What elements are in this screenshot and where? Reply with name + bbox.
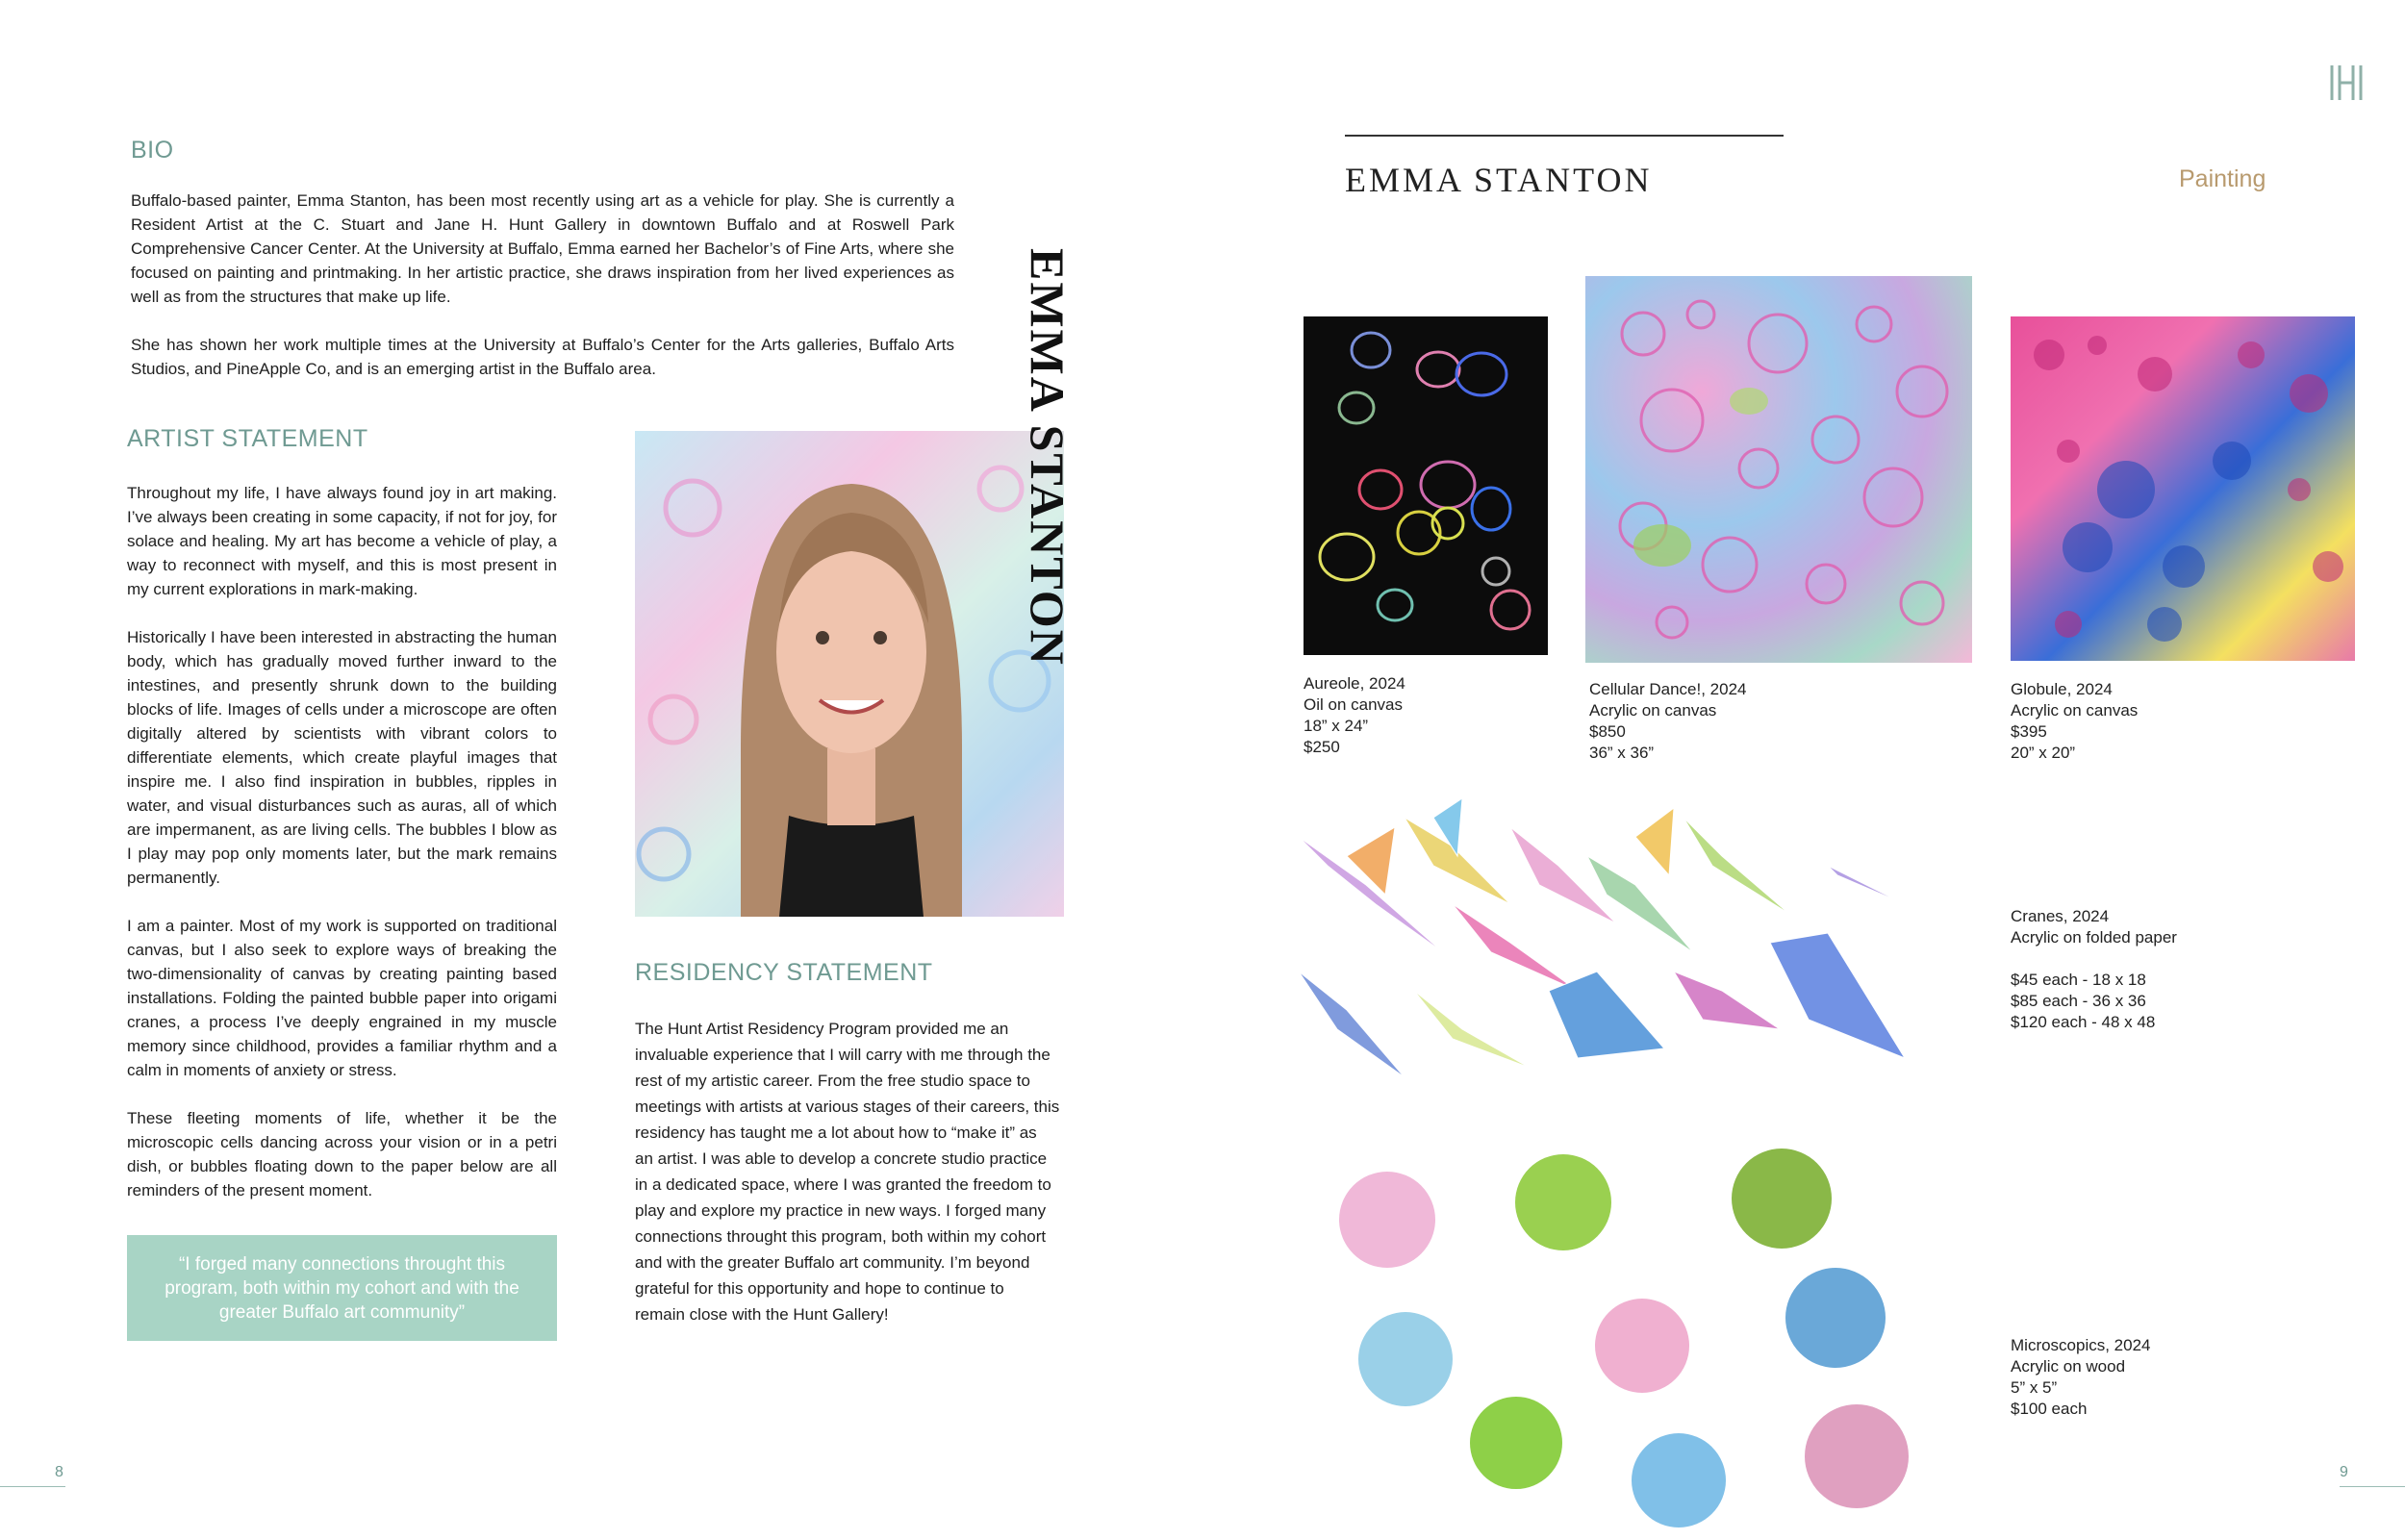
residency-line: play and explore my practice in new ways. I forged many bbox=[635, 1201, 1047, 1220]
page-rule-left bbox=[0, 1486, 65, 1487]
vertical-artist-name: EMMA STANTON bbox=[1021, 248, 1075, 667]
residency-statement-text bbox=[635, 1016, 1059, 1327]
artwork-aureole-image bbox=[1304, 316, 1548, 655]
hunt-monogram-icon bbox=[2328, 63, 2365, 102]
bio-paragraph: Buffalo-based painter, Emma Stanton, has been most recently using art as a vehicle for play. She is currently a Resident Artist at the C. Stuart and Jane H. Hunt Gallery in downtown Buffalo and at Roswell Park Comprehensive Cancer Center. At the University at Buffalo, Emma earned her Bachelor’s of Fine Arts, where she focused on painting and printmaking. In her artistic practice, she draws inspiration from her lived experiences as well as from the structures that make up life. bbox=[131, 191, 954, 306]
microscopic-disc bbox=[1358, 1312, 1453, 1406]
residency-line: connections throught this program, both within my cohort bbox=[635, 1227, 1047, 1246]
residency-line: residency has taught me a lot about how to “make it” as bbox=[635, 1123, 1037, 1142]
caption-line: Acrylic on wood bbox=[2011, 1357, 2126, 1376]
microscopic-disc bbox=[1632, 1433, 1726, 1527]
residency-line: remain close with the Hunt Gallery! bbox=[635, 1305, 889, 1324]
microscopic-disc bbox=[1470, 1397, 1562, 1489]
caption-line: 18” x 24” bbox=[1304, 717, 1369, 735]
caption-line: Aureole, 2024 bbox=[1304, 674, 1405, 693]
residency-line: grateful for this opportunity and hope to continue to bbox=[635, 1279, 1004, 1298]
residency-line: in a dedicated space, where I was granted the freedom to bbox=[635, 1175, 1051, 1194]
caption-microscopics bbox=[2011, 1335, 2151, 1420]
caption-line: $395 bbox=[2011, 722, 2047, 741]
microscopic-disc bbox=[1732, 1149, 1832, 1249]
page-rule-right bbox=[2340, 1486, 2405, 1487]
artist-statement-paragraph: These fleeting moments of life, whether it be the microscopic cells dancing across your vision or in a petri dish, or bubbles floating down to the paper below are all reminders of the present moment. bbox=[127, 1109, 557, 1199]
residency-statement-heading: RESIDENCY STATEMENT bbox=[635, 959, 933, 986]
microscopic-disc bbox=[1805, 1404, 1909, 1508]
microscopic-disc bbox=[1515, 1154, 1611, 1250]
residency-line: The Hunt Artist Residency Program provided me an bbox=[635, 1020, 1009, 1038]
bio-heading: BIO bbox=[131, 137, 174, 164]
artist-portrait-photo bbox=[635, 431, 1064, 917]
artwork-microscopics-image bbox=[1328, 1145, 1924, 1529]
page-number-left: 8 bbox=[55, 1464, 63, 1480]
artist-statement-paragraph: I am a painter. Most of my work is supported on traditional canvas, but I also seek to explore ways of breaking the two-dimensionality of canvas by creating painting based installations. Folding the painted bubble paper into origami cranes, a process I’ve deeply engrained in my muscle memory since childhood, provides a familiar rhythm and a calm in moments of anxiety or stress. bbox=[127, 917, 557, 1079]
caption-globule bbox=[2011, 679, 2138, 764]
caption-line: $100 each bbox=[2011, 1400, 2088, 1418]
category-label: Painting bbox=[2179, 165, 2266, 192]
artwork-cellular-dance-image bbox=[1585, 276, 1972, 663]
caption-line: $85 each - 36 x 36 bbox=[2011, 992, 2146, 1010]
caption-line: Microscopics, 2024 bbox=[2011, 1336, 2151, 1354]
artist-statement-heading: ARTIST STATEMENT bbox=[127, 425, 368, 452]
caption-cellular-dance bbox=[1589, 679, 1746, 764]
caption-line: Acrylic on canvas bbox=[2011, 701, 2139, 720]
artwork-globule-image bbox=[2011, 316, 2355, 661]
artist-statement-paragraph: Throughout my life, I have always found joy in art making. I’ve always been creating in some capacity, if not for joy, for solace and healing. My art has become a vehicle of play, a way to reconnect with myself, and this is most present in my current explorations in mark-making. bbox=[127, 484, 557, 598]
residency-line: an artist. I was able to develop a concrete studio practice bbox=[635, 1149, 1048, 1168]
microscopic-disc bbox=[1785, 1268, 1886, 1368]
artist-statement-text bbox=[127, 481, 557, 1226]
residency-line: and with the greater Buffalo art community. I’m beyond bbox=[635, 1253, 1030, 1272]
page-number-right: 9 bbox=[2340, 1464, 2348, 1480]
caption-line: 20” x 20” bbox=[2011, 744, 2076, 762]
residency-line: rest of my artistic career. From the free studio space to bbox=[635, 1072, 1030, 1090]
caption-line: Globule, 2024 bbox=[2011, 680, 2113, 698]
caption-line: $250 bbox=[1304, 738, 1340, 756]
caption-line: 5” x 5” bbox=[2011, 1378, 2058, 1397]
caption-line: Acrylic on folded paper bbox=[2011, 928, 2177, 947]
caption-line: Acrylic on canvas bbox=[1589, 701, 1717, 720]
title-rule bbox=[1345, 135, 1784, 137]
microscopic-disc bbox=[1339, 1172, 1435, 1268]
artist-statement-paragraph: Historically I have been interested in abstracting the human body, which has gradually moved further inward to the intestines, and presently shrunk down to the building blocks of life. Images of cells under a microscope are often digitally altered by scientists with vibrant colors to differentiate elements, which create playful images that inspire me. I also find inspiration in bubbles, ripples in water, and visual disturbances such as auras, all of which are impermanent, as are living cells. The bubbles I blow as I play may pop only moments later, but the mark remains permanently. bbox=[127, 628, 557, 887]
residency-line: invaluable experience that I will carry with me through the bbox=[635, 1046, 1051, 1064]
residency-line: meetings with artists at various stages of their careers, this bbox=[635, 1098, 1060, 1116]
caption-line: $120 each - 48 x 48 bbox=[2011, 1013, 2156, 1031]
artwork-cranes-image bbox=[1289, 798, 1924, 1087]
pull-quote: “I forged many connections throught this program, both within my cohort and with the greater Buffalo art community” bbox=[127, 1235, 557, 1341]
caption-line: $850 bbox=[1589, 722, 1626, 741]
bio-paragraph: She has shown her work multiple times at the University at Buffalo’s Center for the Arts galleries, Buffalo Arts Studios, and PineApple Co, and is an emerging artist in the Buffalo area. bbox=[131, 336, 954, 378]
caption-aureole bbox=[1304, 673, 1405, 758]
caption-line: Cranes, 2024 bbox=[2011, 907, 2110, 925]
bio-text bbox=[131, 189, 954, 405]
caption-line bbox=[2011, 948, 2177, 970]
artist-name-title: EMMA STANTON bbox=[1345, 161, 1653, 199]
caption-line: Oil on canvas bbox=[1304, 695, 1403, 714]
caption-cranes bbox=[2011, 906, 2177, 1033]
caption-line: $45 each - 18 x 18 bbox=[2011, 971, 2146, 989]
microscopic-disc bbox=[1595, 1299, 1689, 1393]
caption-line: Cellular Dance!, 2024 bbox=[1589, 680, 1747, 698]
caption-line: 36” x 36” bbox=[1589, 744, 1655, 762]
